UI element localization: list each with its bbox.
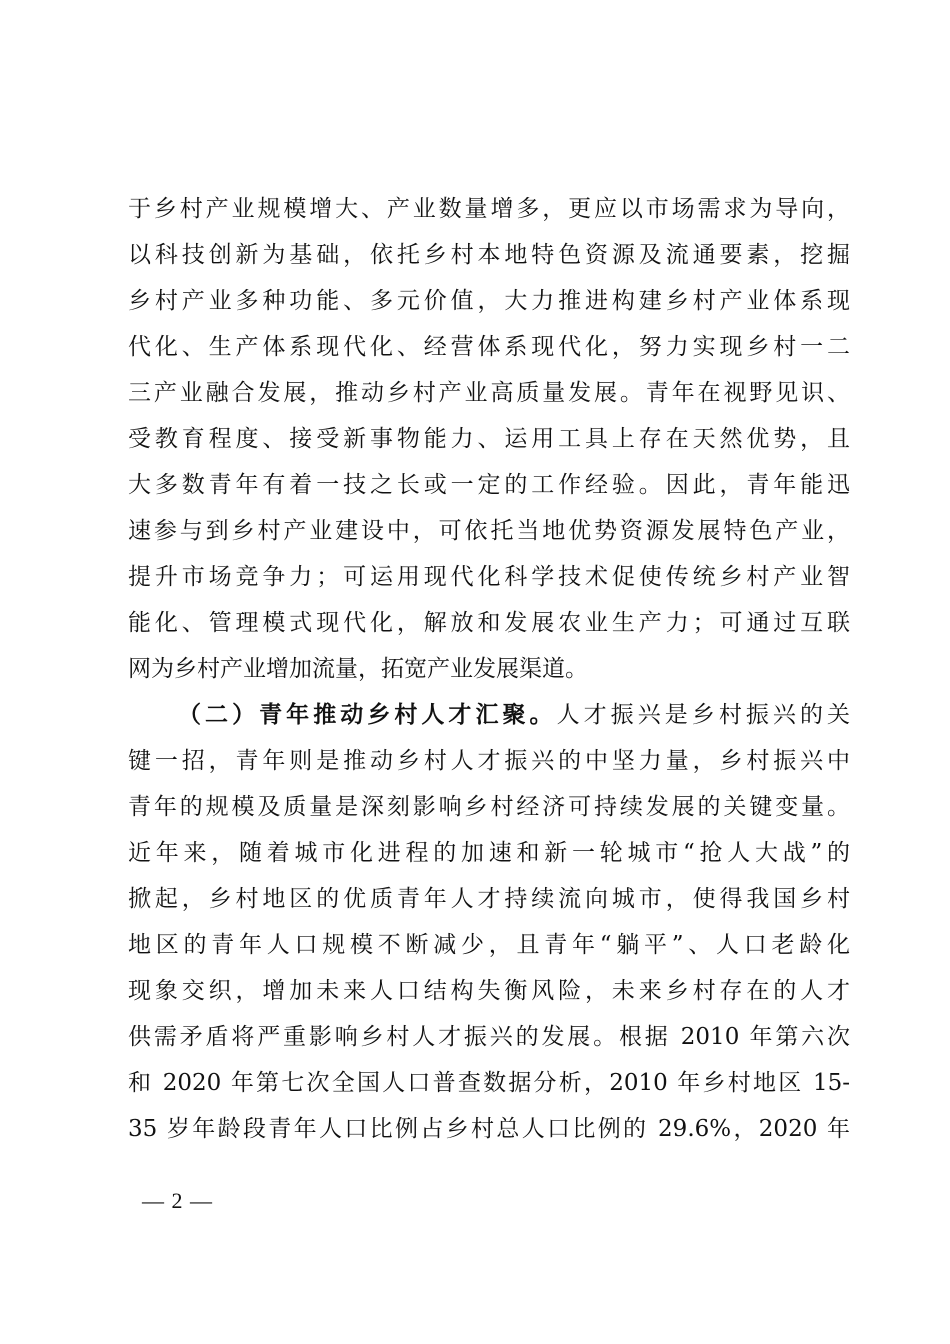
text-line: 于乡村产业规模增大、产业数量增多，更应以市场需求为导向，	[128, 196, 850, 222]
text-line: 速参与到乡村产业建设中，可依托当地优势资源发展特色产业，	[128, 518, 850, 544]
text-line: 地区的青年人口规模不断减少，且青年“躺平”、人口老龄化	[128, 932, 850, 958]
text-line: 掀起，乡村地区的优质青年人才持续流向城市，使得我国乡村	[128, 886, 850, 912]
text-line: 35 岁年龄段青年人口比例占乡村总人口比例的 29.6%，2020 年	[128, 1116, 850, 1142]
page-number: — 2 —	[142, 1188, 213, 1213]
text-line: 和 2020 年第七次全国人口普查数据分析，2010 年乡村地区 15-	[128, 1070, 850, 1096]
text-line: 以科技创新为基础，依托乡村本地特色资源及流通要素，挖掘	[128, 242, 850, 268]
text-line	[128, 692, 850, 738]
heading-line-text: 人才振兴是乡村振兴的关	[556, 702, 851, 728]
text-line: 供需矛盾将严重影响乡村人才振兴的发展。根据 2010 年第六次	[128, 1024, 850, 1050]
text-line: 近年来，随着城市化进程的加速和新一轮城市“抢人大战”的	[128, 840, 850, 866]
paragraph-talent	[128, 692, 850, 1152]
body-text	[128, 186, 850, 1152]
text-line: 三产业融合发展，推动乡村产业高质量发展。青年在视野见识、	[128, 380, 850, 406]
text-line: 受教育程度、接受新事物能力、运用工具上存在天然优势，且	[128, 426, 850, 452]
text-line: 提升市场竞争力；可运用现代化科学技术促使传统乡村产业智	[128, 564, 850, 590]
text-line: 键一招，青年则是推动乡村人才振兴的中坚力量，乡村振兴中	[128, 748, 850, 774]
text-line: 网为乡村产业增加流量，拓宽产业发展渠道。	[128, 656, 588, 682]
text-line: 能化、管理模式现代化，解放和发展农业生产力；可通过互联	[128, 610, 850, 636]
paragraph-industry	[128, 186, 850, 692]
section-heading: （二）青年推动乡村人才汇聚。	[178, 701, 557, 728]
text-line: 代化、生产体系现代化、经营体系现代化，努力实现乡村一二	[128, 334, 850, 360]
text-line: 乡村产业多种功能、多元价值，大力推进构建乡村产业体系现	[128, 288, 850, 314]
text-line: 青年的规模及质量是深刻影响乡村经济可持续发展的关键变量。	[128, 794, 850, 820]
text-line: 现象交织，增加未来人口结构失衡风险，未来乡村存在的人才	[128, 978, 850, 1004]
text-line: 大多数青年有着一技之长或一定的工作经验。因此，青年能迅	[128, 472, 850, 498]
